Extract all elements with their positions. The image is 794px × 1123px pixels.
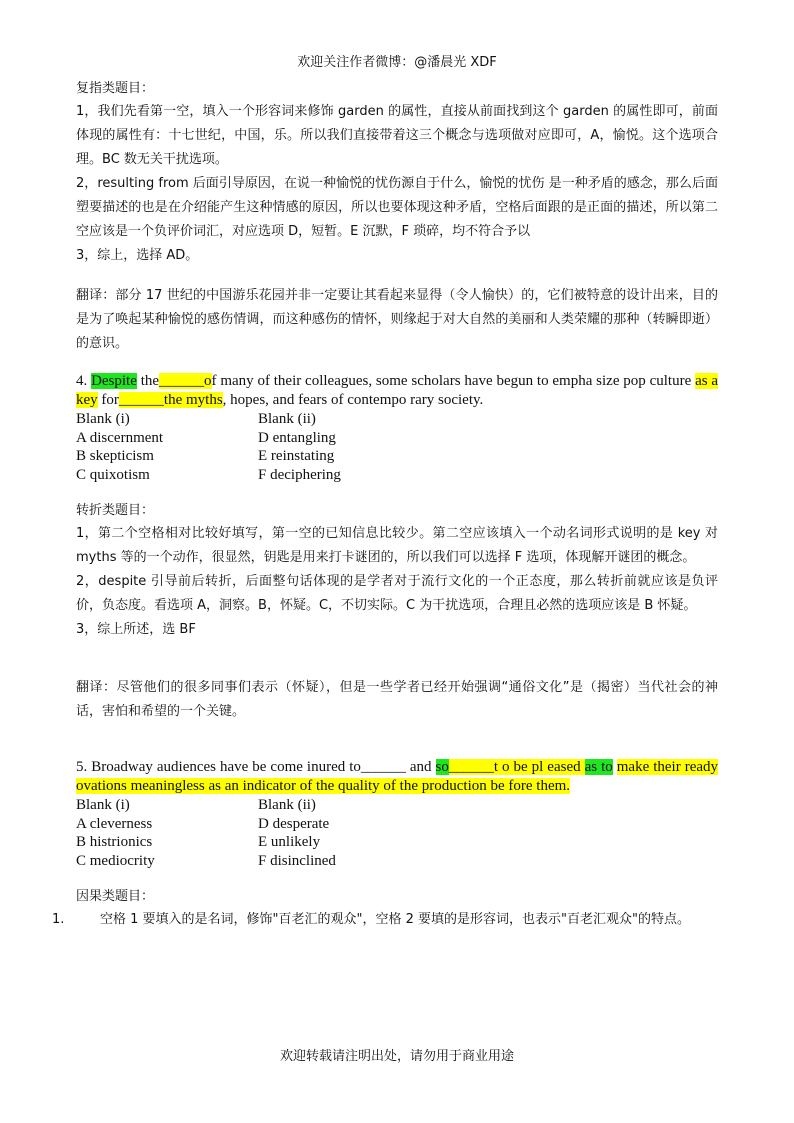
option-row: A discernment D entangling (76, 429, 336, 446)
translation-paragraph: 翻译：尽管他们的很多同事们表示（怀疑），但是一些学者已经开始强调“通俗文化”是（揭密）当代社会的神话，害怕和希望的一个关键。 (76, 680, 718, 719)
page-header: 欢迎关注作者微博：@潘晨光 XDF (297, 55, 497, 70)
translation-paragraph: 翻译：部分 17 世纪的中国游乐花园并非一定要让其看起来显得（令人愉快）的，它们被特意的设计出来，目的是为了唤起某种愉悦的感伤情调，而这种感伤的情怀，则缘起于对大自然的美丽和人类荣耀的那种（转瞬即逝）的意识。 (76, 288, 718, 351)
option-row: B histrionics E unlikely (76, 834, 321, 850)
option-row: A cleverness D desperate (76, 815, 330, 832)
document-body (52, 78, 719, 932)
section-heading-cause-effect: 因果类题目： (76, 889, 155, 904)
numbered-list-item: 1. 空格 1 要填入的是名词，修饰"百老汇的观众"，空格 2 要填的是形容词，也表示"百老汇观众"的特点。 (52, 912, 690, 927)
analysis-paragraph: 1，第二个空格相对比较好填写，第一空的已知信息比较少。第二空应该填入一个动名词形式说明的是 key 对 myths 等的一个动作，很显然，钥匙是用来打卡谜团的，所以我们可以选择 F 选项，体现解开谜团的概念。 (76, 526, 718, 565)
section-heading-reference: 复指类题目： (76, 81, 155, 96)
section-heading-contrast: 转折类题目： (76, 503, 155, 518)
option-row: C mediocrity F disinclined (76, 852, 336, 869)
blank-headers: Blank (i) Blank (ii) (76, 797, 316, 813)
analysis-paragraph: 2，resulting from 后面引导原因，在说一种愉悦的忧伤源自于什么，愉悦的忧伤 是一种矛盾的感念，那么后面塑要描述的也是在介绍能产生这种情感的原因，所以也要体现这种矛盾，空格后面跟的是正面的描述，所以第二空应该是一个负评价词汇，对应选项 D，短暂。E 沉默，F 琐碎，均不符合予以 (76, 176, 718, 239)
analysis-paragraph: 2，despite 引导前后转折，后面整句话体现的是学者对于流行文化的一个正态度，那么转折前就应该是负评价，负态度。看选项 A，洞察。B，怀疑。C，不切实际。C 为干扰选项，合理且必然的选项应该是 B 怀疑。 (76, 574, 718, 613)
analysis-paragraph: 3，综上，选择 AD。 (76, 248, 199, 263)
analysis-paragraph: 3，综上所述，选 BF (76, 622, 196, 637)
blank-headers: Blank (i) Blank (ii) (76, 411, 316, 427)
option-row: C quixotism F deciphering (76, 466, 341, 483)
analysis-paragraph: 1，我们先看第一空，填入一个形容词来修饰 garden 的属性，直接从前面找到这个 garden 的属性即可，前面体现的属性有：十七世纪，中国，乐。所以我们直接带着这三个概念与选项做对应即可，A，愉悦。这个选项合理。BC 数无关干扰选项。 (76, 104, 718, 167)
option-row: B skepticism E reinstating (76, 448, 335, 464)
question-4-text: 4. Despite the______of many of their colleagues, some scholars have begun to empha size pop culture as a key for______the myths, hopes, and fears of contempo rary society. (76, 373, 719, 408)
question-5-text: 5. Broadway audiences have be come inured to______ and so______t o be pl eased as to make their ready ovations meaningless as an indicator of the quality of the production be fore them. (76, 759, 719, 794)
page-footer: 欢迎转载请注明出处，请勿用于商业用途 (279, 1049, 514, 1064)
